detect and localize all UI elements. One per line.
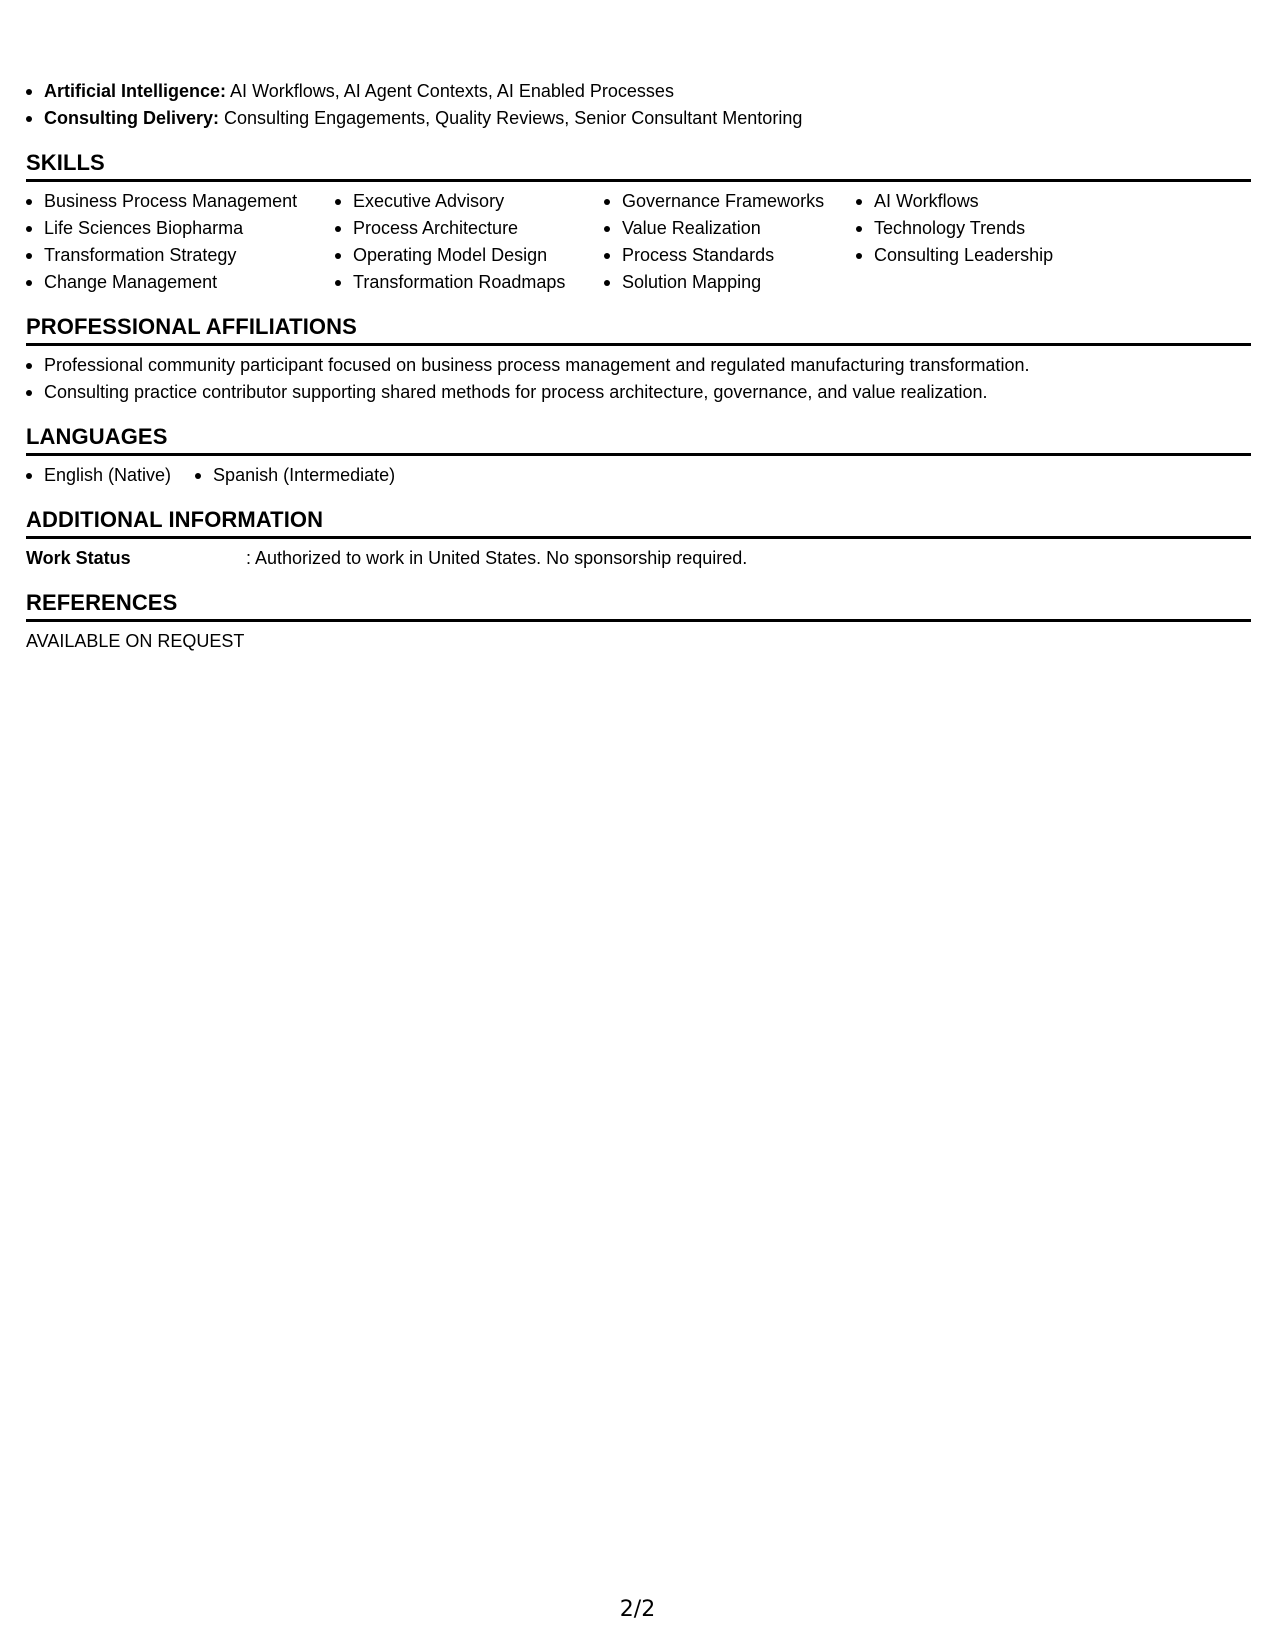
language-item: Spanish (Intermediate) — [195, 462, 395, 489]
page-number: 2/2 — [619, 1597, 656, 1622]
skill-item: Transformation Strategy — [26, 242, 335, 269]
skill-item: Consulting Leadership — [856, 242, 1156, 269]
skill-item: Transformation Roadmaps — [335, 269, 604, 296]
affiliation-item: Consulting practice contributor supporting shared methods for process architecture, governance, and value realization. — [26, 379, 1251, 406]
skill-item: Process Architecture — [335, 215, 604, 242]
expertise-label: Artificial Intelligence: — [44, 81, 227, 101]
languages-list — [26, 462, 1251, 489]
languages-section — [26, 423, 1251, 489]
section-title: REFERENCES — [26, 589, 1251, 622]
skill-item: Technology Trends — [856, 215, 1156, 242]
skill-item: Business Process Management — [26, 188, 335, 215]
skill-item: Executive Advisory — [335, 188, 604, 215]
references-text: AVAILABLE ON REQUEST — [26, 631, 245, 651]
section-title: LANGUAGES — [26, 423, 1251, 456]
skills-grid — [26, 188, 1251, 296]
skill-item: Process Standards — [604, 242, 856, 269]
skills-column-2 — [335, 188, 604, 296]
skill-item: Change Management — [26, 269, 335, 296]
skills-column-3 — [604, 188, 856, 296]
work-status-row — [26, 545, 1251, 572]
expertise-text: AI Workflows, AI Agent Contexts, AI Enabled Processes — [226, 81, 674, 101]
section-title: SKILLS — [26, 149, 1251, 182]
references-section — [26, 589, 1251, 655]
section-title: PROFESSIONAL AFFILIATIONS — [26, 313, 1251, 346]
skill-item: Operating Model Design — [335, 242, 604, 269]
expertise-item — [26, 105, 1251, 132]
expertise-text: Consulting Engagements, Quality Reviews, Senior Consultant Mentoring — [219, 108, 803, 128]
skill-item: Life Sciences Biopharma — [26, 215, 335, 242]
skills-column-4 — [856, 188, 1156, 296]
skill-item: Solution Mapping — [604, 269, 856, 296]
expertise-list — [26, 78, 1251, 132]
resume-page — [26, 78, 1251, 655]
expertise-label: Consulting Delivery: — [44, 108, 220, 128]
skill-item: AI Workflows — [856, 188, 1156, 215]
affiliations-section — [26, 313, 1251, 406]
affiliation-item: Professional community participant focused on business process management and regulated manufacturing transformation. — [26, 352, 1251, 379]
skill-item: Governance Frameworks — [604, 188, 856, 215]
skills-section — [26, 149, 1251, 296]
skills-column-1 — [26, 188, 335, 296]
skill-item: Value Realization — [604, 215, 856, 242]
work-status-label: Work Status — [26, 548, 131, 568]
work-status-value: : Authorized to work in United States. No sponsorship required. — [246, 548, 748, 568]
additional-info-section — [26, 506, 1251, 572]
affiliations-list — [26, 352, 1251, 406]
section-title: ADDITIONAL INFORMATION — [26, 506, 1251, 539]
expertise-item — [26, 78, 1251, 105]
language-item: English (Native) — [26, 462, 171, 489]
